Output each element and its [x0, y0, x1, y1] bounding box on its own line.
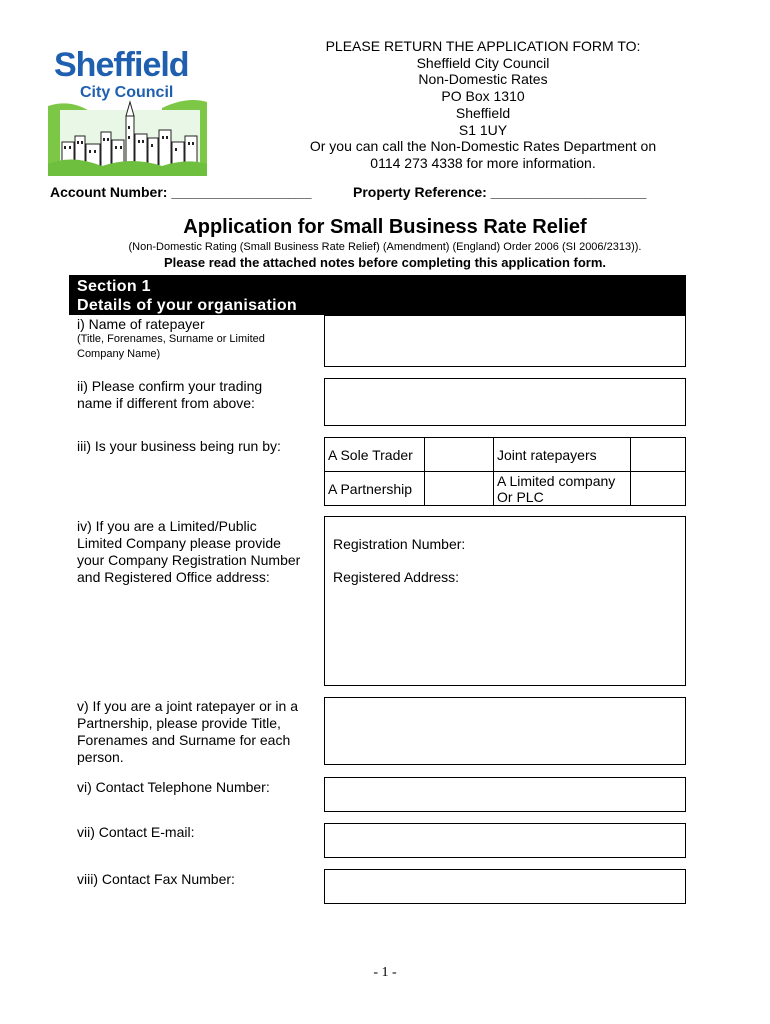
section-number: Section 1 [77, 278, 151, 295]
form-subtitle: (Non-Domestic Rating (Small Business Rate Relief) (Amendment) (England) Order 2006 (SI 2006/2313)). [128, 241, 642, 253]
registered-address-label: Registered Address: [333, 569, 460, 585]
partnership-option: A Partnership [325, 472, 425, 506]
return-line: Sheffield [455, 104, 511, 121]
q5-label-line2: Partnership, please provide Title, [77, 715, 281, 731]
sole-trader-option: A Sole Trader [325, 438, 425, 472]
logo-line1: Sheffield [54, 46, 189, 84]
read-notes-notice: Please read the attached notes before completing this application form. [163, 255, 607, 270]
q5-label-line4: person. [77, 749, 124, 765]
limited-company-line1: A Limited company [497, 472, 616, 489]
limited-company-checkbox[interactable] [631, 472, 686, 506]
partnership-checkbox[interactable] [425, 472, 494, 506]
limited-company-line2: Or PLC [497, 488, 544, 505]
return-line: PLEASE RETURN THE APPLICATION FORM TO: [325, 38, 641, 54]
email-input[interactable] [324, 823, 686, 858]
q2-label-line2: name if different from above: [77, 395, 255, 411]
company-registration-input[interactable] [324, 516, 686, 686]
return-line: Non-Domestic Rates [418, 71, 548, 88]
section-heading: Details of your organisation [77, 297, 297, 314]
q4-label-line2: Limited Company please provide [77, 535, 281, 551]
page-number: - 1 - [373, 965, 397, 980]
q1-label: i) Name of ratepayer [77, 316, 205, 332]
q4-label-line4: and Registered Office address: [77, 569, 270, 585]
sole-trader-checkbox[interactable] [425, 438, 494, 472]
sheffield-city-council-logo [42, 46, 212, 186]
q4-label-line1: iv) If you are a Limited/Public [77, 518, 257, 534]
q5-label-line3: Forenames and Surname for each [77, 732, 291, 748]
ratepayer-name-input[interactable] [324, 315, 686, 367]
property-reference-field[interactable]: Property Reference: ____________________ [353, 184, 647, 200]
return-line: S1 1UY [458, 121, 508, 138]
joint-ratepayers-option: Joint ratepayers [494, 438, 631, 472]
return-address-block [278, 38, 688, 172]
fax-input[interactable] [324, 869, 686, 904]
q7-label: vii) Contact E-mail: [77, 824, 195, 840]
logo-line2: City Council [80, 84, 174, 101]
return-line: Sheffield City Council [416, 54, 550, 71]
q6-label: vi) Contact Telephone Number: [77, 779, 270, 795]
q1-hint-line1: (Title, Forenames, Surname or Limited [77, 333, 265, 345]
q3-label: iii) Is your business being run by: [77, 438, 281, 454]
form-title: Application for Small Business Rate Relief [183, 216, 587, 238]
q2-label-line1: ii) Please confirm your trading [77, 378, 263, 394]
city-skyline-icon [42, 46, 212, 186]
section-header [69, 275, 686, 315]
return-line: PO Box 1310 [441, 88, 525, 105]
limited-company-option [494, 472, 631, 506]
account-number-field[interactable]: Account Number: __________________ [50, 184, 312, 200]
q5-label-line1: v) If you are a joint ratepayer or in a [77, 698, 298, 714]
trading-name-input[interactable] [324, 378, 686, 426]
registration-number-label: Registration Number: [333, 536, 466, 552]
q8-label: viii) Contact Fax Number: [77, 871, 235, 887]
business-type-table [324, 437, 686, 506]
q4-label-line3: your Company Registration Number [77, 552, 301, 568]
telephone-input[interactable] [324, 777, 686, 812]
q1-hint-line2: Company Name) [77, 348, 161, 360]
joint-ratepayer-names-input[interactable] [324, 697, 686, 765]
return-line: Or you can call the Non-Domestic Rates Department on [309, 138, 657, 155]
joint-ratepayers-checkbox[interactable] [631, 438, 686, 472]
return-line: 0114 273 4338 for more information. [370, 154, 596, 171]
